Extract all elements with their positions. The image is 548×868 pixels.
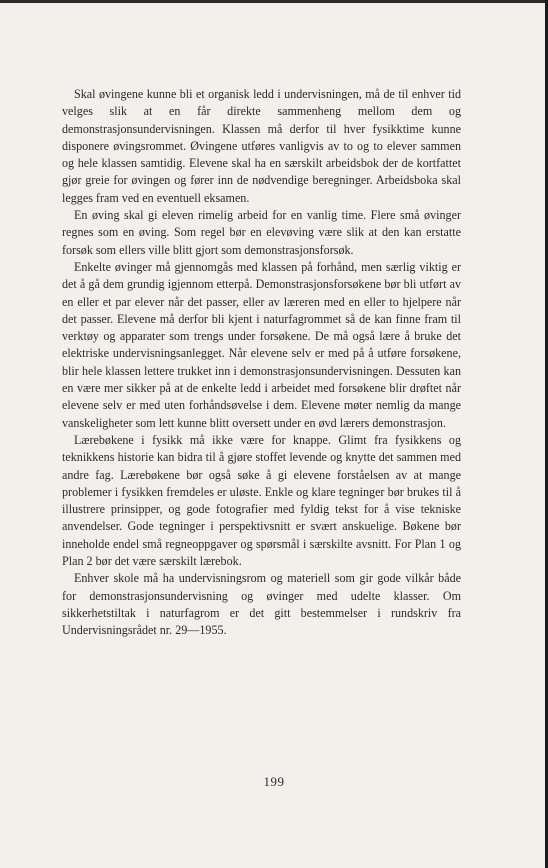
- paragraph-1: Skal øvingene kunne bli et organisk ledd i undervisningen, må de til enhver tid velges slik at en får direkte sammenheng mellom dem og demonstrasjonsundervisningen. Klassen må derfor til hver fysikktime kunne disponere øvingsrommet. Øvingene utføres vanligvis av to og to elever sammen og hele klassen samtidig. Elevene skal ha en særskilt arbeidsbok der de kortfattet gjør greie for øvingen og fører inn de nødvendige beregninger. Arbeidsboka skal legges fram ved en eventuell eksamen.: [62, 87, 461, 205]
- paragraph-2: En øving skal gi eleven rimelig arbeid for en vanlig time. Flere små øvinger regnes som en øving. Som regel bør en elevøving være slik at den kan erstatte forsøk som ellers ville blitt gjort som demonstrasjonsforsøk.: [62, 208, 461, 257]
- paragraph-4: Lærebøkene i fysikk må ikke være for knappe. Glimt fra fysikkens og teknikkens historie kan bidra til å gjøre stoffet levende og knytte det sammen med andre fag. Lærebøkene bør også søke å gi elevene forståelsen av at mange problemer i fysikken fremdeles er uløste. Enkle og klare tegninger bør brukes til å illustrere prinsipper, og gode fotografier med fyldig tekst for å vise tekniske anvendelser. Gode tegninger i perspektivsnitt er svært anskuelige. Bøkene bør inneholde endel små regneoppgaver og spørsmål i særskilte avsnitt. For Plan 1 og Plan 2 bør det være særskilt lærebok.: [62, 432, 461, 569]
- paragraph-3: Enkelte øvinger må gjennomgås med klassen på forhånd, men særlig viktig er det å gå dem grundig igjennom etterpå. Demonstrasjonsforsøkene bør bli utført av en eller et par elever når det passer, eller av læreren med en eller to hjelpere når det passer. Elevene må derfor bli kjent i naturfagrommet så de kan finne fram til verktøy og apparater som trengs under forsøkene. De må også lære å bruke det elektriske undervisningsanlegget. Når elevene selv er med på å utføre forsøkene, blir hele klassen lettere trukket inn i demonstrasjonsundervisningen. Dessuten kan en være mer sikker på at de enkelte ledd i arbeidet med forsøkene blir drøftet når elevene selv er med uten forhåndsøvelse i dem. Elevene møter nemlig da mange vanskeligheter som lett kunne blitt oversett under en øvd lærers demonstrasjon.: [62, 259, 461, 430]
- top-scan-edge: [0, 0, 548, 3]
- page-number: 199: [263, 774, 285, 789]
- paragraph-5: Enhver skole må ha undervisningsrom og materiell som gir gode vilkår både for demonstrasjonsundervisning og øvinger med udelte klasser. Om sikkerhetstiltak i naturfagrom er det gitt bestemmelser i rundskriv fra Undervisningsrådet nr. 29—1955.: [62, 571, 461, 638]
- body-text: [62, 86, 461, 640]
